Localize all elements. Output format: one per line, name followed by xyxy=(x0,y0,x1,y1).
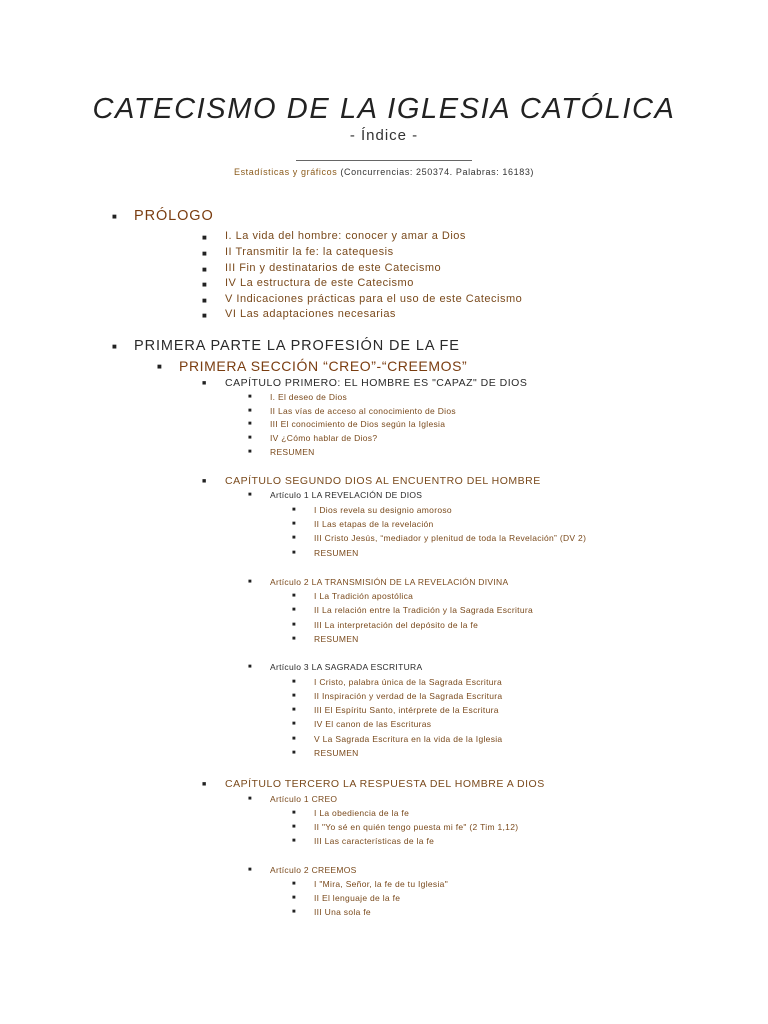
bullet-icon: ■ xyxy=(202,380,207,387)
bullet-icon: ■ xyxy=(248,796,252,802)
toc-item-label[interactable]: III Una sola fe xyxy=(314,907,371,917)
bullet-icon: ■ xyxy=(292,707,296,713)
bullet-icon: ■ xyxy=(292,521,296,527)
stats-link[interactable]: Estadísticas y gráficos xyxy=(233,167,338,177)
toc-primera-parte-heading: PRIMERA PARTE LA PROFESIÓN DE LA FE xyxy=(134,338,460,354)
bullet-icon: ■ xyxy=(112,212,117,221)
toc-item-label[interactable]: RESUMEN xyxy=(314,548,359,558)
bullet-icon: ■ xyxy=(292,750,296,756)
toc-article-heading[interactable]: Artículo 2 LA TRANSMISIÓN DE LA REVELACIÓN DIVINA xyxy=(270,577,509,587)
toc-item-label[interactable]: II Las etapas de la revelación xyxy=(314,519,434,529)
bullet-icon: ■ xyxy=(202,265,207,274)
toc-seccion-heading[interactable]: PRIMERA SECCIÓN “CREO”-“CREEMOS” xyxy=(179,358,468,374)
bullet-icon: ■ xyxy=(202,478,207,485)
toc-item-label[interactable]: I La Tradición apostólica xyxy=(314,591,414,601)
bullet-icon: ■ xyxy=(292,895,296,901)
toc-item-label[interactable]: II El lenguaje de la fe xyxy=(314,893,401,903)
bullet-icon: ■ xyxy=(292,721,296,727)
toc-item-label[interactable]: II Inspiración y verdad de la Sagrada Escritura xyxy=(314,691,503,701)
stats-line xyxy=(0,167,768,177)
bullet-icon: ■ xyxy=(248,579,252,585)
bullet-icon: ■ xyxy=(292,507,296,513)
bullet-icon: ■ xyxy=(292,838,296,844)
bullet-icon: ■ xyxy=(292,607,296,613)
toc-item-label[interactable]: III Las características de la fe xyxy=(314,836,435,846)
toc-item-label[interactable]: VI Las adaptaciones necesarias xyxy=(225,308,396,320)
toc-article-heading: Artículo 3 LA SAGRADA ESCRITURA xyxy=(270,662,423,672)
toc-item-label[interactable]: IV La estructura de este Catecismo xyxy=(225,277,414,289)
bullet-icon: ■ xyxy=(112,342,117,351)
toc-item-label[interactable]: V Indicaciones prácticas para el uso de este Catecismo xyxy=(225,293,523,305)
toc-item-label[interactable]: I "Mira, Señor, la fe de tu Iglesia" xyxy=(314,879,449,889)
bullet-icon: ■ xyxy=(157,362,162,371)
bullet-icon: ■ xyxy=(292,693,296,699)
bullet-icon: ■ xyxy=(202,249,207,258)
bullet-icon: ■ xyxy=(248,408,252,414)
toc-item-label[interactable]: IV El canon de las Escrituras xyxy=(314,719,432,729)
document-title: CATECISMO DE LA IGLESIA CATÓLICA xyxy=(92,93,676,125)
toc-item-label[interactable]: II Las vías de acceso al conocimiento de Dios xyxy=(270,406,456,416)
bullet-icon: ■ xyxy=(292,593,296,599)
toc-article-heading[interactable]: Artículo 1 CREO xyxy=(270,794,338,804)
bullet-icon: ■ xyxy=(202,781,207,788)
bullet-icon: ■ xyxy=(248,421,252,427)
toc-item-label[interactable]: II "Yo sé en quién tengo puesta mi fe" (2 Tim 1,12) xyxy=(314,822,519,832)
toc-prologo-heading[interactable]: PRÓLOGO xyxy=(134,208,214,224)
toc-item-label[interactable]: I Cristo, palabra única de la Sagrada Escritura xyxy=(314,677,502,687)
bullet-icon: ■ xyxy=(248,435,252,441)
bullet-icon: ■ xyxy=(248,394,252,400)
bullet-icon: ■ xyxy=(202,280,207,289)
bullet-icon: ■ xyxy=(248,449,252,455)
toc-article-heading[interactable]: Artículo 2 CREEMOS xyxy=(270,865,357,875)
bullet-icon: ■ xyxy=(292,810,296,816)
toc-item-label[interactable]: I. El deseo de Dios xyxy=(270,392,348,402)
bullet-icon: ■ xyxy=(292,736,296,742)
toc-item-label[interactable]: V La Sagrada Escritura en la vida de la Iglesia xyxy=(314,734,503,744)
toc-chapter-heading[interactable]: CAPÍTULO SEGUNDO DIOS AL ENCUENTRO DEL HOMBRE xyxy=(225,475,541,487)
toc-item-label[interactable]: III La interpretación del depósito de la fe xyxy=(314,620,479,630)
toc-item-label[interactable]: IV ¿Cómo hablar de Dios? xyxy=(270,433,378,443)
bullet-icon: ■ xyxy=(202,311,207,320)
document-subtitle: - Índice - xyxy=(349,127,419,144)
toc-article-heading: Artículo 1 LA REVELACIÓN DE DIOS xyxy=(270,490,423,500)
bullet-icon: ■ xyxy=(248,867,252,873)
toc-chapter-heading[interactable]: CAPÍTULO TERCERO LA RESPUESTA DEL HOMBRE A DIOS xyxy=(225,778,545,790)
toc-item-label[interactable]: RESUMEN xyxy=(270,447,315,457)
bullet-icon: ■ xyxy=(292,679,296,685)
bullet-icon: ■ xyxy=(292,909,296,915)
toc-item-label[interactable]: III Cristo Jesús, “mediador y plenitud de toda la Revelación” (DV 2) xyxy=(314,533,587,543)
toc-item-label[interactable]: II Transmitir la fe: la catequesis xyxy=(225,246,394,258)
stats-text: (Concurrencias: 250374. Palabras: 16183) xyxy=(340,167,535,177)
bullet-icon: ■ xyxy=(292,881,296,887)
toc-item-label[interactable]: RESUMEN xyxy=(314,748,359,758)
toc-item-label[interactable]: I. La vida del hombre: conocer y amar a Dios xyxy=(225,230,466,242)
bullet-icon: ■ xyxy=(292,824,296,830)
toc-item-label[interactable]: III El conocimiento de Dios según la Iglesia xyxy=(270,419,446,429)
bullet-icon: ■ xyxy=(248,492,252,498)
toc-item-label[interactable]: II La relación entre la Tradición y la Sagrada Escritura xyxy=(314,605,534,615)
title-divider xyxy=(296,160,472,161)
bullet-icon: ■ xyxy=(202,296,207,305)
bullet-icon: ■ xyxy=(292,636,296,642)
toc-item-label[interactable]: RESUMEN xyxy=(314,634,359,644)
bullet-icon: ■ xyxy=(292,550,296,556)
bullet-icon: ■ xyxy=(248,664,252,670)
bullet-icon: ■ xyxy=(292,622,296,628)
toc-item-label[interactable]: III El Espíritu Santo, intérprete de la Escritura xyxy=(314,705,499,715)
toc-chapter-heading: CAPÍTULO PRIMERO: EL HOMBRE ES "CAPAZ" DE DIOS xyxy=(225,377,528,389)
bullet-icon: ■ xyxy=(202,233,207,242)
toc-item-label[interactable]: I Dios revela su designio amoroso xyxy=(314,505,452,515)
toc-item-label[interactable]: I La obediencia de la fe xyxy=(314,808,410,818)
toc-item-label[interactable]: III Fin y destinatarios de este Catecismo xyxy=(225,262,442,274)
bullet-icon: ■ xyxy=(292,535,296,541)
